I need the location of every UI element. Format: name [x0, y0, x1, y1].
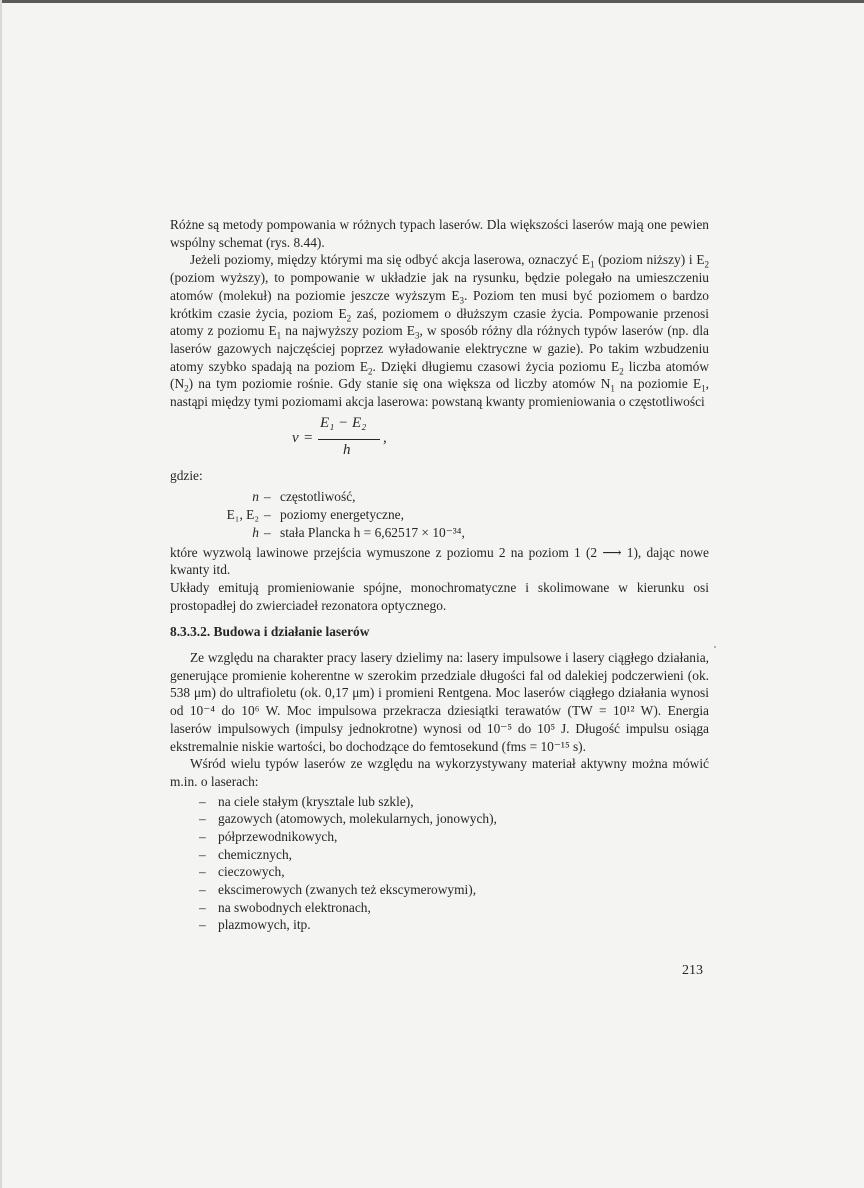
definition-dash: –: [264, 489, 271, 505]
list-bullet: –: [199, 882, 206, 898]
gdzie-label: gdzie:: [170, 467, 203, 483]
list-bullet: –: [199, 829, 206, 845]
list-bullet: –: [199, 899, 206, 915]
formula-denominator: h: [343, 441, 351, 458]
page-top-edge: [2, 0, 864, 3]
definition-symbol: E₁, E₂: [226, 507, 259, 523]
formula-nu: ν: [292, 429, 299, 446]
definition-row: [170, 524, 709, 542]
list-bullet: –: [199, 846, 206, 862]
paragraph-6: Wśród wielu typów laserów ze względu na wykorzystywany materiał aktywny można mówić m.in. o laserach:: [170, 756, 709, 789]
definition-symbol: h: [252, 524, 259, 540]
list-bullet: –: [199, 811, 206, 827]
list-bullet: –: [199, 793, 206, 809]
text-column: [170, 216, 709, 934]
paragraph-3: które wyzwolą lawinowe przejścia wymuszone z poziomu 2 na poziom 1 (2 ⟶ 1), dając nowe kwanty itd.: [170, 544, 709, 578]
list-bullet: –: [199, 864, 206, 880]
section-heading: 8.3.3.2. Budowa i działanie laserów: [170, 624, 370, 640]
definition-symbol: n: [252, 489, 259, 505]
definition-row: [170, 506, 709, 524]
paragraph-1: Różne są metody pompowania w różnych typach laserów. Dla większości laserów mają one pewien wspólny schemat (rys. 8.44).: [170, 217, 709, 250]
definition-dash: –: [264, 524, 271, 540]
definition-text: poziomy energetyczne,: [280, 507, 404, 523]
list-item: – ekscimerowych (zwanych też ekscymerowymi),: [199, 882, 477, 898]
list-item: – na ciele stałym (krysztale lub szkle),: [199, 793, 414, 809]
paragraph-2: Jeżeli poziomy, między którymi ma się odbyć akcja laserowa, oznaczyć $E_1$ (poziom niższy) i $E_2$ (poziom wyższy), to pompowanie w układzie jak na rysunku, będzie polegało na umieszczeniu atomów (molekuł) na poziomie jeszcze wyższym $E_3$. Poziom ten musi być poziomem o bardzo krótkim czasie życia, poziom $E_2$ zaś, poziomem o dłuższym czasie życia. Pompowanie przenosi atomy z poziomu $E_1$ na najwyższy poziom $E_3$, w sposób różny dla różnych typów laserów (np. dla laserów gazowych najczęściej poprzez wyładowanie elektryczne w gazie). Po takim wzbudzeniu atomy szybko spadają na poziom $E_2$. Dzięki długiemu czasowi życia poziomu $E_2$ liczba atomów $(N_2)$ na tym poziomie rośnie. Gdy stanie się ona większa od liczby atomów $N_1$ na poziomie $E_1$, nastąpi między tymi poziomami akcja laserowa: powstaną kwanty promieniowania o częstotliwości: [170, 252, 710, 410]
laser-types-list: [170, 793, 709, 935]
definition-text: częstotliwość,: [280, 489, 356, 505]
list-item: – półprzewodnikowych,: [199, 829, 338, 845]
frequency-formula: [170, 415, 709, 463]
list-item: – na swobodnych elektronach,: [199, 899, 371, 915]
list-item: – chemicznych,: [199, 846, 292, 862]
page-number: 213: [682, 963, 703, 978]
paragraph-4: Układy emitują promieniowanie spójne, monochromatyczne i skolimowane w kierunku osi prostopadłej do zwierciadeł rezonatora optycznego.: [170, 579, 709, 613]
formula-equals: =: [304, 429, 313, 446]
list-item: – plazmowych, itp.: [199, 917, 311, 933]
definitions-list: [170, 488, 709, 541]
scan-speck: [714, 646, 716, 648]
list-bullet: –: [199, 917, 206, 933]
definition-text: stała Plancka h = 6,62517 × 10⁻³⁴,: [280, 524, 465, 540]
list-item: – cieczowych,: [199, 864, 285, 880]
definition-dash: –: [264, 507, 271, 523]
fraction-bar: [318, 439, 380, 440]
paragraph-5: Ze względu na charakter pracy lasery dzielimy na: lasery impulsowe i lasery ciągłego działania, generujące promienie koherentne w szerokim przedziale długości fal od dalekiej podczerwieni (ok. 538 μm) do ultrafioletu (ok. 0,17 μm) i promieni Rentgena. Moc laserów ciągłego działania wynosi od 10⁻⁴ do 10⁶ W. Moc impulsowa przekracza dziesiątki terawatów (TW = 10¹² W). Energia laserów impulsowych (impulsy jednokrotne) wynosi od 10⁻⁵ do 10⁵ J. Długość impulsu osiąga ekstremalnie niskie wartości, bo dochodzące do femtosekund (fms = 10⁻¹⁵ s).: [170, 650, 709, 754]
formula-comma: ,: [383, 429, 387, 446]
definition-row: [170, 488, 709, 506]
list-item: – gazowych (atomowych, molekularnych, jonowych),: [199, 811, 497, 827]
formula-numerator: E₁ − E₂: [320, 414, 367, 431]
